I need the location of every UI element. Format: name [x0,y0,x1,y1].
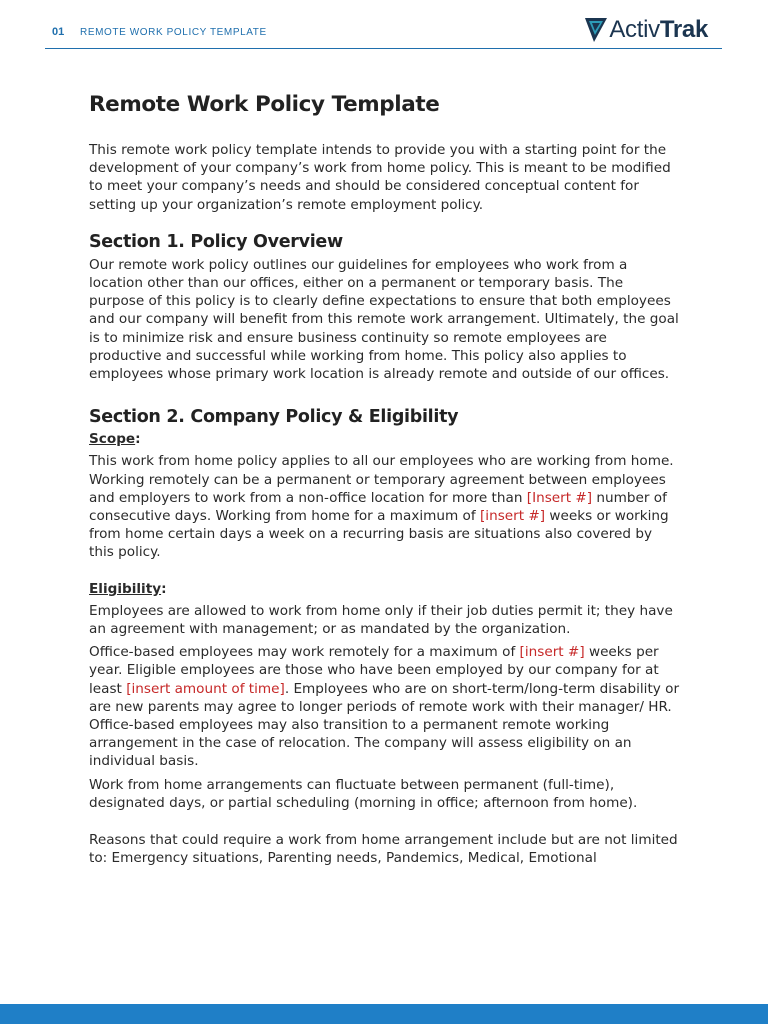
eligibility-text: Office-based employees may work remotely for a maximum of [89,644,520,661]
placeholder-insert-amount-of-time: [insert amount of time] [126,680,285,697]
intro-paragraph: This remote work policy template intends to provide you with a starting point for the development of your company’s work from home policy. This is meant to be modified to meet your company’s needs and should be considered conceptual content for setting up your organization’s remote employment policy. [89,142,671,213]
reasons-paragraph: Reasons that could require a work from home arrangement include but are not limited to: Emergency situations, Parenting needs, Pandemics, Medical, Emotional [89,832,678,867]
document-body [89,88,681,868]
scope-text: number of consecutive days. Working from home for a maximum of [89,489,667,525]
activtrak-triangle-logo-icon [585,18,607,42]
page-header [45,16,722,49]
eligibility-paragraph-2 [89,643,681,770]
placeholder-insert-number: [insert #] [519,644,585,661]
eligibility-label: Eligibility [89,580,162,597]
section2-heading: Section 2. Company Policy & Eligibility [89,407,459,428]
eligibility-colon: : [161,580,167,597]
eligibility-paragraph-3: Work from home arrangements can fluctuate between permanent (full-time), designated days, or partial scheduling (morning in office; afternoon from home). [89,776,638,811]
logo-text-regular: Activ [609,16,660,43]
placeholder-insert-number: [Insert #] [526,489,593,506]
eligibility-heading [89,580,681,598]
section1-paragraph: Our remote work policy outlines our guidelines for employees who work from a location other than our offices, either on a permanent or temporary basis. The purpose of this policy is to clearly define expectations to ensure that both employees and our company will benefit from this remote work arrangement. Ultimately, the goal is to minimize risk and ensure business continuity so remote employees are productive and successful while working from home. This policy also applies to employees whose primary work location is already remote and outside of our offices. [89,256,679,383]
eligibility-text: . Employees who are on short-term/long-term disability or are new parents may agree to longer periods of remote work with their manager/ HR. Office-based employees may also transition to a permanent remote working arrangement in the case of relocation. The company will assess eligibility on an individual basis. [89,680,680,770]
eligibility-paragraph-1: Employees are allowed to work from home only if their job duties permit it; they have an agreement with management; or as mandated by the organization. [89,602,673,638]
scope-colon: : [135,431,141,448]
logo-wordmark [609,16,708,44]
scope-text: weeks or working from home certain days a week on a recurring basis are situations also covered by this policy. [89,508,669,561]
scope-paragraph [89,452,681,561]
document-title: Remote Work Policy Template [89,92,440,117]
scope-label: Scope [89,431,136,448]
placeholder-insert-number: [insert #] [480,508,546,525]
header-title: REMOTE WORK POLICY TEMPLATE [80,27,267,38]
scope-text: This work from home policy applies to all our employees who are working from home. Working remotely can be a permanent or temporary agreement between employees and employers to work from a non-office location for more than [89,453,674,506]
page-number: 01 [52,26,65,38]
section1-heading: Section 1. Policy Overview [89,231,343,252]
scope-heading [89,430,681,448]
logo-text-bold: Trak [659,16,708,43]
footer-bar [0,1004,768,1024]
eligibility-text: weeks per year. Eligible employees are those who have been employed by our company for at least [89,644,659,697]
activtrak-logo [585,16,708,44]
